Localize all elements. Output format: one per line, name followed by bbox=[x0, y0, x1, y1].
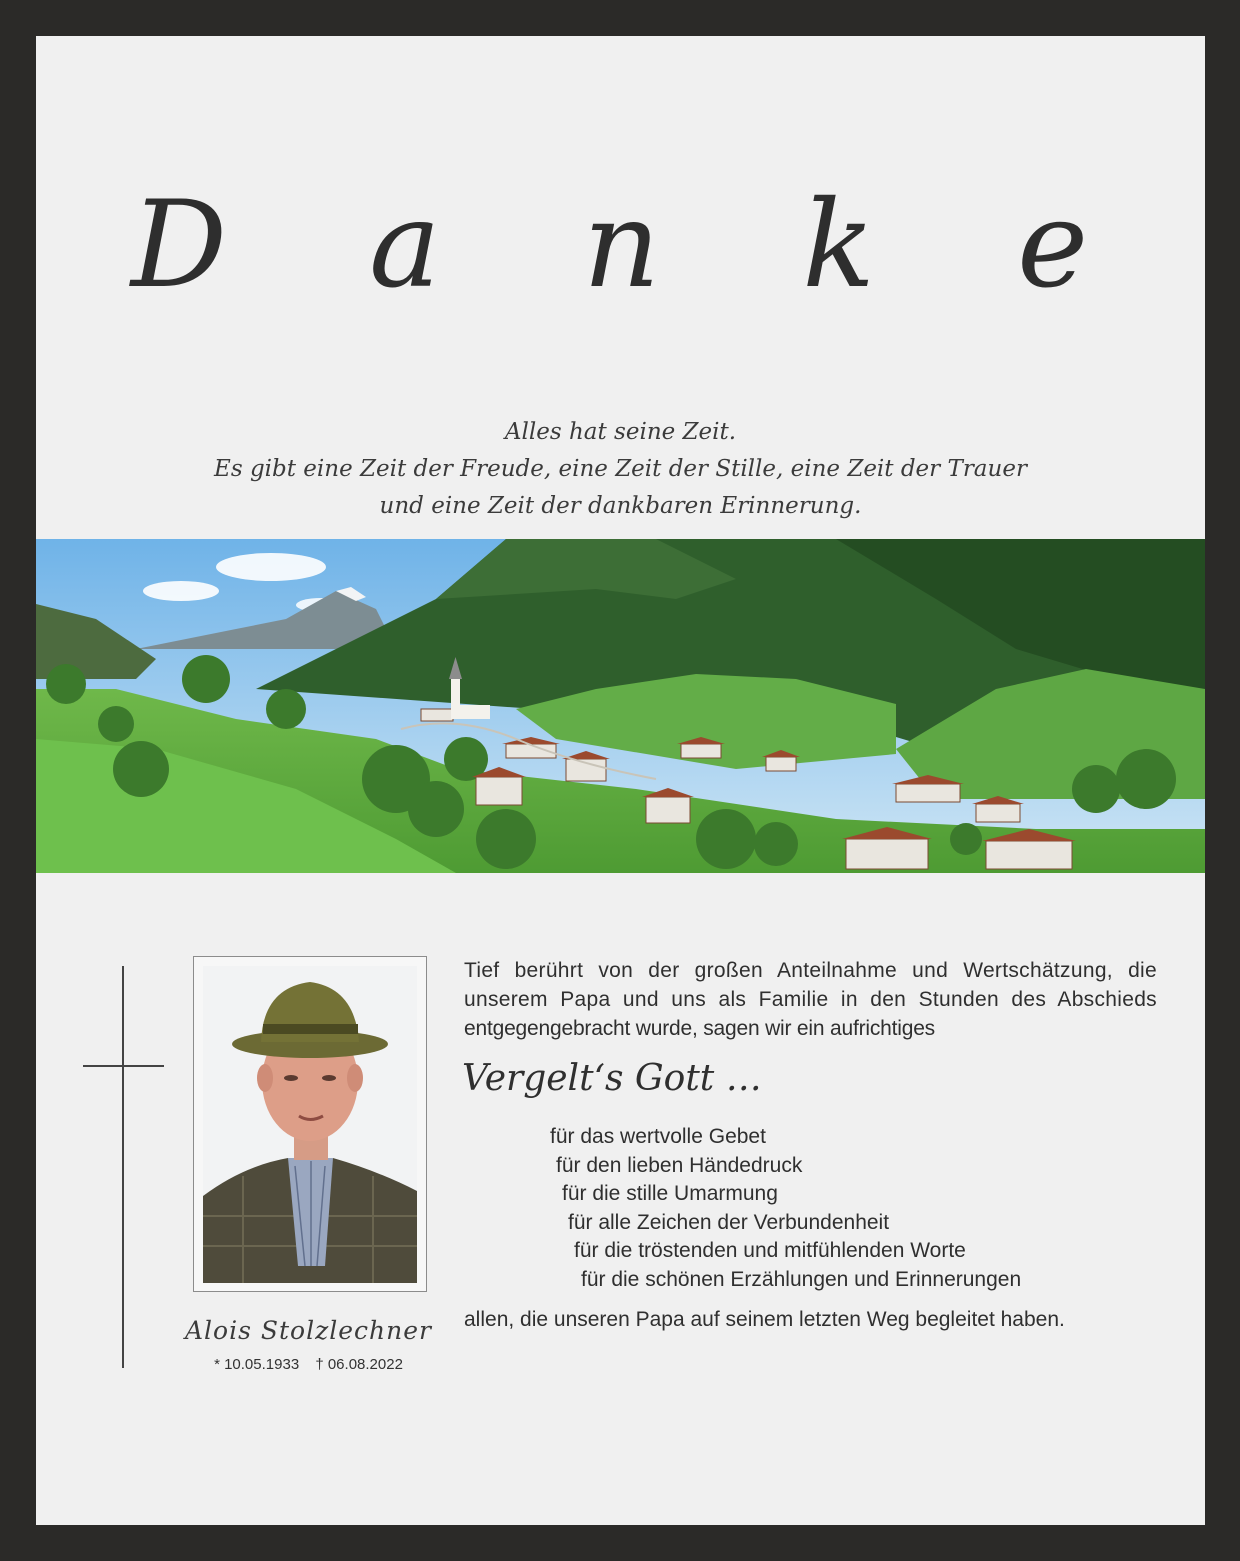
list-item: für alle Zeichen der Verbundenheit bbox=[568, 1210, 890, 1234]
life-dates bbox=[146, 1356, 471, 1373]
list-item: für die stille Umarmung bbox=[562, 1182, 778, 1205]
list-item: für das wertvolle Gebet bbox=[550, 1125, 766, 1148]
birth-date: * 10.05.1933 bbox=[214, 1356, 300, 1373]
vergelts-gott-heading: Vergelt‘s Gott … bbox=[462, 1058, 762, 1099]
deceased-name: Alois Stolzlechner bbox=[184, 1316, 432, 1345]
intro-line: unserem Papa und uns als Familie in den Stunden des Abschieds bbox=[464, 988, 1157, 1011]
obituary-card bbox=[36, 36, 1205, 1525]
landscape-photo bbox=[36, 539, 1205, 873]
quote-line-1: Alles hat seine Zeit. bbox=[504, 419, 737, 445]
quote-line-3: und eine Zeit der dankbaren Erinnerung. bbox=[379, 493, 862, 519]
cross-horizontal bbox=[83, 1065, 164, 1067]
thanks-list bbox=[36, 1123, 1022, 1294]
list-item: für den lieben Händedruck bbox=[556, 1153, 803, 1177]
closing-line: allen, die unseren Papa auf seinem letzten Weg begleitet haben. bbox=[464, 1308, 1065, 1331]
intro-line: Tief berührt von der großen Anteilnahme und Wertschätzung, die bbox=[464, 959, 1157, 982]
quote-line-2: Es gibt eine Zeit der Freude, eine Zeit der Stille, eine Zeit der Trauer bbox=[214, 456, 1027, 482]
intro-line: entgegengebracht wurde, sagen wir ein aufrichtiges bbox=[464, 1017, 935, 1040]
quote bbox=[36, 414, 1205, 525]
list-item: für die tröstenden und mitfühlenden Worte bbox=[574, 1239, 966, 1262]
death-date: † 06.08.2022 bbox=[315, 1356, 403, 1373]
intro-paragraph bbox=[464, 956, 1157, 1043]
page-title: D a n k e bbox=[130, 176, 1141, 315]
list-item: für die schönen Erzählungen und Erinnerungen bbox=[581, 1267, 1022, 1291]
